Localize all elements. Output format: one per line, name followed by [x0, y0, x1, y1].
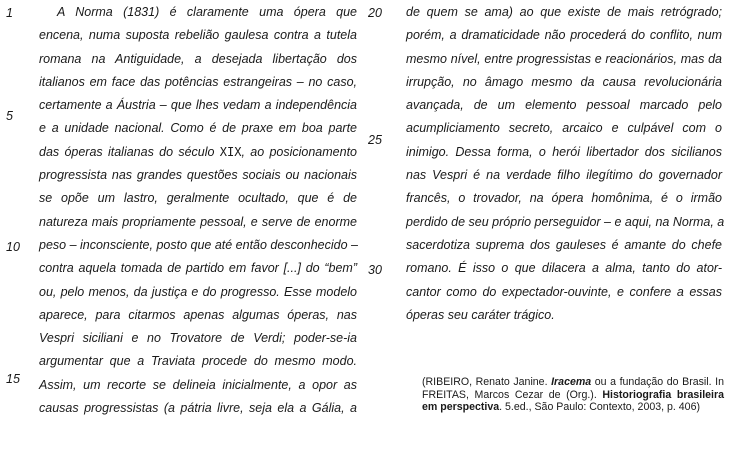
text-line: francês, o trovador, na ópera homônima, é o irmão [406, 191, 722, 206]
text-line: porém, a dramaticidade não procederá do conflito, num [406, 28, 722, 43]
text-line: se opõe um lastro, geralmente ocultado, que é de [39, 191, 357, 206]
text-line: romana na Antiguidade, a desejada libertação dos [39, 51, 357, 66]
line-number: 25 [368, 133, 382, 147]
roman-numeral: XIX [219, 144, 242, 159]
citation-reference: (RIBEIRO, Renato Janine. Iracema ou a fundação do Brasil. In FREITAS, Marcos Cezar de (Org.). Historiografia brasileira em perspectiva. 5.ed., São Paulo: Contexto, 2003, p. 406) [422, 376, 724, 414]
text-line: A Norma (1831) é claramente uma ópera que [57, 5, 357, 19]
line-number: 10 [6, 240, 20, 254]
text-line: mesmo nível, entre progressistas e reacionários, mas da [406, 51, 722, 66]
text-line: sacerdotiza suprema dos gauleses é amante do chefe [406, 237, 722, 252]
citation-title-italic: Iracema [551, 376, 592, 388]
right-text-column [406, 1, 725, 327]
line-number: 30 [368, 263, 382, 277]
text-line: italianos em face das potências estrangeiras – no caso, [39, 74, 357, 89]
text-line: cantor como do expectador-ouvinte, e confere a essas [406, 284, 722, 299]
text-line: peso – inconsciente, posto que até então desconhecido – [39, 237, 358, 252]
text-line: acumpliciamento secreto, arcaico e culpável com o [406, 121, 722, 136]
text-line: Vespri siciliani e no Trovatore de Verdi; poder-se-ia [39, 331, 357, 346]
text-line: avançada, de um elemento pessoal marcado pelo [406, 98, 722, 113]
text-line: nas Vespri é na verdade filho ilegítimo do governador [406, 168, 722, 183]
line-number: 20 [368, 6, 382, 20]
text-line: causas progressistas (a pátria livre, seja ela a Gália, a [39, 401, 357, 416]
line-number: 5 [6, 109, 13, 123]
line-number: 15 [6, 372, 20, 386]
citation-book-title: Historiografia brasileira em perspectiva [422, 388, 724, 414]
left-text-column [39, 1, 357, 420]
text-line: ou, pelo menos, da justiça e do progresso. Esse modelo [39, 284, 357, 299]
line-number: 1 [6, 6, 13, 20]
text-line: certamente a Áustria – que lhes vedam a independência [39, 98, 357, 113]
text-line: perdido de seu próprio perseguidor – e aqui, na Norma, a [406, 214, 725, 229]
text-line: natureza mais propriamente pessoal, e serve de enorme [39, 214, 357, 229]
text-line: e a unidade nacional. Como é de praxe em boa parte [39, 121, 357, 136]
text-line: óperas seu caráter trágico. [406, 307, 555, 322]
text-line: irrupção, no âmago mesmo da causa revolucionária [406, 74, 722, 89]
text-line: de quem se ama) ao que existe de mais retrógrado; [406, 5, 722, 19]
text-line: encena, numa suposta rebelião gaulesa contra a tutela [39, 28, 357, 43]
text-line: romano. É isso o que dilacera a alma, tanto do ator- [406, 261, 722, 276]
text-line: Assim, um recorte se delineia inicialmente, a opor as [39, 377, 357, 392]
text-line: progressista nas grandes questões sociais ou nacionais [39, 168, 357, 183]
text-line: argumentar que a Traviata procede do mesmo modo. [39, 354, 357, 369]
text-line: contra aquela tomada de partido em favor [...] do “bem” [39, 261, 357, 276]
text-line: aparece, para citarmos apenas algumas óperas, nas [39, 307, 357, 322]
text-line: das óperas italianas do século XIX, ao posicionamento [39, 144, 357, 159]
text-line: inimigo. Dessa forma, o herói libertador dos sicilianos [406, 144, 722, 159]
